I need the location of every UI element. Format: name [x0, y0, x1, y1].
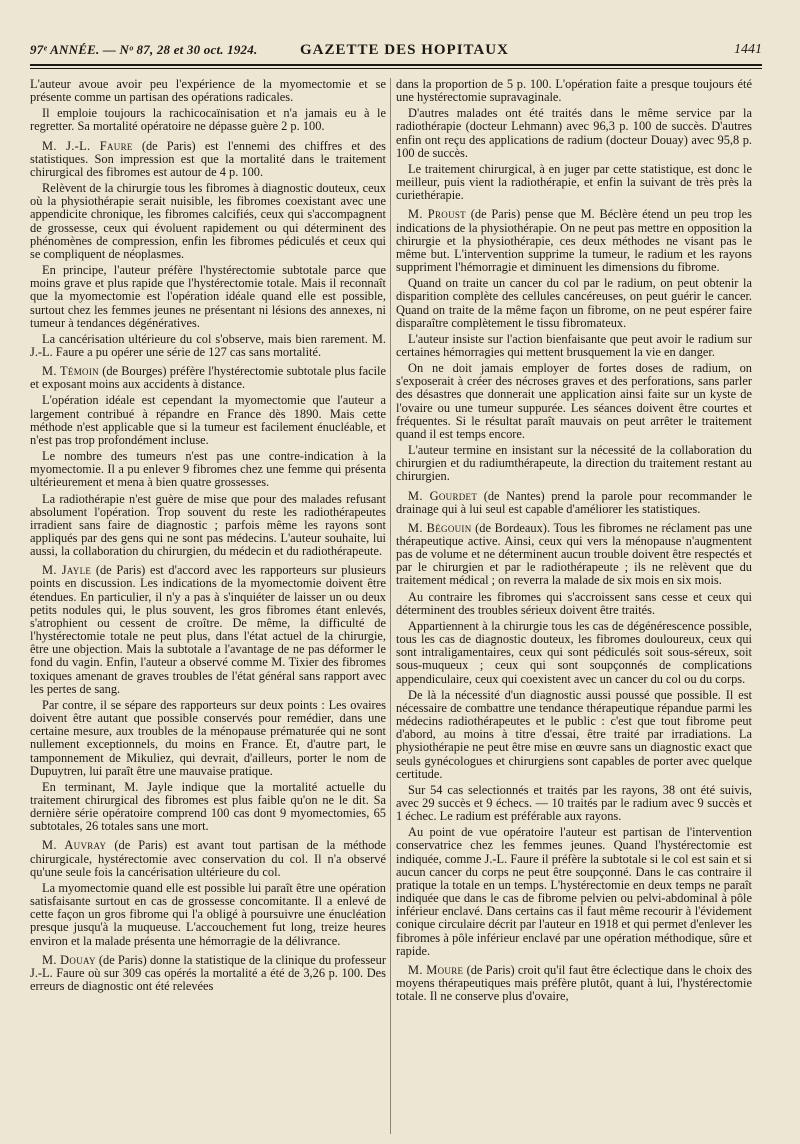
- paragraph-text: Quand on traite un cancer du col par le radium, on peut obtenir la disparition complète des cellules cancéreuses, on peut guérir le cancer. Quand on traite de la même façon un fibrome, on ne peut espérer faire disparaître complètement le tissu fibromateux.: [396, 276, 752, 330]
- paragraph: [396, 362, 752, 441]
- paragraph-text: (de Paris) est d'accord avec les rapporteurs sur plusieurs points en discussion. Les indications de la myomectomie doivent être étendues. En particulier, il n'y a pas à s'inquiéter de laisser un ou deux petits nodules qui, le plus souvent, les gros fibromes étant enlevés, s'atrophient ou cessent de croître. De même, la difficulté de l'hystérectomie totale ne peut plus, dans l'état actuel de la chirurgie, être une objection. Mais la subtotale a l'avantage de ne pas déformer le fond du vagin. Enfin, l'auteur a observé comme M. Tixier des fibromes toxiques amenant de graves troubles de l'état général sans rapport avec les pertes de sang.: [30, 563, 386, 696]
- paragraph-text: Sur 54 cas selectionnés et traités par les rayons, 38 ont été suivis, avec 29 succès et 9 échecs. — 10 traités par le radium avec 9 succès et 1 échec. Le radium est préférable aux rayons.: [396, 782, 752, 824]
- speaker-name: M. Proust: [408, 207, 466, 222]
- paragraph: [30, 839, 386, 878]
- speaker-name: M. Gourdet: [408, 488, 478, 503]
- paragraph: [30, 394, 386, 447]
- paragraph-text: On ne doit jamais employer de fortes doses de radium, on s'exposerait à créer des nécroses graves et des perforations, sans parler des désastres que donnerait une application ainsi faite sur un kyste de l'ovaire ou une tumeur suppurée. Les séances doivent être courtes et fréquentes. Si le résultat paraît mauvais on peut arrêter le traitement quand il est temps encore.: [396, 361, 752, 441]
- paragraph-text: D'autres malades ont été traités dans le même service par la radiothérapie (docteur Lehmann) avec 96,3 p. 100 de succès. D'autres enfin ont reçu des applications de radium (docteur Douay) avec 95,8 p. 100 de succès.: [396, 106, 752, 160]
- speaker-name: M. J.-L. Faure: [42, 138, 133, 153]
- issue-line: 97ᵉ ANNÉE. — Nᵒ 87, 28 et 30 oct. 1924.: [30, 42, 258, 57]
- right-column: [396, 78, 752, 1136]
- paragraph: [396, 689, 752, 781]
- paragraph-text: Au contraire les fibromes qui s'accroissent sans cesse et ceux qui déterminent des troubles sérieux doivent être traités.: [396, 589, 752, 617]
- paragraph-text: Par contre, il se sépare des rapporteurs sur deux points : Les ovaires doivent être autant que possible conservés pour remédier, dans une certaine mesure, aux troubles de la ménopause prématurée qui ne sont nullement exceptionnels, du moins en France. Et, d'autre part, le tamponnement de Mikuliez, qui devrait, d'ailleurs, porter le nom de Dupuytren, lui paraît être une mauvaise pratique.: [30, 697, 386, 778]
- paragraph: [396, 333, 752, 359]
- paragraph-text: Relèvent de la chirurgie tous les fibromes à diagnostic douteux, ceux où la physiothérapie serait nuisible, les fibromes coexistant avec une appendicite chronique, les fibromes calcifiés, ceux qui s'accompagnent de grossesse, ceux qui évoluent rapidement ou qui déterminent des phénomènes de compression, enfin les fibromes pédiculés et ceux qui se compliquent de néoplasmes.: [30, 181, 386, 261]
- header-rule-thin: [30, 68, 762, 69]
- paragraph: [396, 208, 752, 274]
- paragraph-text: (de Bordeaux). Tous les fibromes ne réclament pas une thérapeutique active. Ainsi, ceux qui vers la ménopause n'augmentent pas de volume et ne déterminent aucun trouble doivent être respectés et par le chirurgien et par le radiothérapeute ; ils ne relèvent que du traitement médical ; on reverra la malade de six mois en six mois.: [396, 520, 752, 588]
- paragraph: [30, 564, 386, 696]
- paragraph: [30, 78, 386, 104]
- paragraph-text: En principe, l'auteur préfère l'hystérectomie subtotale parce que moins grave et plus rapide que l'hystérectomie totale. Mais il reconnaît que la myomectomie est l'opération idéale quand elle est possible, surtout chez les femmes jeunes ne présentant ni lésions des annexes, ni tumeur à tendances dégénératives.: [30, 263, 386, 330]
- paragraph: [396, 490, 752, 516]
- paragraph-text: La myomectomie quand elle est possible lui paraît être une opération satisfaisante surtout en cas de grossesse concomitante. Il a enlevé de cette façon un gros fibrome qui l'a obligé à poursuivre une énucléation presque jusqu'à la muqueuse. L'accouchement fut long, treize heures environ et la malade présenta une hémorragie de la délivrance.: [30, 880, 386, 948]
- paragraph-text: L'opération idéale est cependant la myomectomie que l'auteur a largement contribué à répandre en France dès 1890. Mais cette méthode n'est applicable que si la tumeur est facilement énucléable, et n'est pas trop profondément incluse.: [30, 393, 386, 447]
- paragraph: [30, 493, 386, 559]
- speaker-name: M. Moure: [408, 962, 464, 977]
- paragraph-text: L'auteur termine en insistant sur la nécessité de la collaboration du chirurgien et du radiumthérapeute, la direction du traitement restant au chirurgien.: [396, 443, 752, 484]
- paragraph: [30, 450, 386, 489]
- paragraph: [396, 277, 752, 330]
- paragraph-text: L'auteur insiste sur l'action bienfaisante que peut avoir le radium sur certaines hémorragies qui mettent brusquement la vie en danger.: [396, 331, 752, 359]
- paragraph: [396, 591, 752, 617]
- paragraph-text: (de Paris) est l'ennemi des chiffres et des statistiques. Son impression est que la mortalité dans le traitement chirurgical des fibromes est autour de 4 p. 100.: [30, 138, 386, 179]
- paragraph-text: dans la proportion de 5 p. 100. L'opération faite a presque toujours été une hystérectomie supravaginale.: [396, 78, 752, 105]
- column-divider: [390, 78, 391, 1134]
- paragraph: [30, 365, 386, 391]
- paragraph-text: (de Bourges) préfère l'hystérectomie subtotale plus facile et exposant moins aux accidents à distance.: [30, 364, 386, 392]
- paragraph: [396, 522, 752, 588]
- paragraph-text: De là la nécessité d'un diagnostic aussi poussé que possible. Il est nécessaire de combattre une tendance thérapeutique répandue parmi les médecins radiothérapeutes et le public : c'est que tout fibrome peut d'abord, au moins à titre d'essai, être traité par irradiations. La physiothérapie ne peut être mise en œuvre sans un diagnostic exact que seuls gynécologues et chirurgiens sont capables de porter avec quelque certitude.: [396, 687, 752, 781]
- paragraph: [396, 163, 752, 202]
- paragraph: [30, 781, 386, 834]
- speaker-name: M. Douay: [42, 952, 96, 967]
- paragraph: [396, 107, 752, 160]
- paragraph: [30, 264, 386, 330]
- journal-title: GAZETTE DES HOPITAUX: [300, 42, 509, 58]
- paragraph: [30, 699, 386, 778]
- paragraph: [30, 882, 386, 948]
- paragraph: [30, 182, 386, 261]
- paragraph-text: (de Paris) donne la statistique de la clinique du professeur J.-L. Faure où sur 309 cas opérés la mortalité a été de 3,26 p. 100. Des erreurs de diagnostic ont été relevées: [30, 952, 386, 993]
- paragraph-text: La radiothérapie n'est guère de mise que pour des malades refusant absolument l'opération. Trop souvent du reste les radiothérapeutes irradient sans faire de diagnostic ; parfois même les rayons sont appliqués par des gens qui ne sont pas médecins. L'auteur souhaite, lui aussi, la collaboration du chirurgien, du médecin et du radiothérapeute.: [30, 491, 386, 559]
- paragraph-text: (de Paris) est avant tout partisan de la méthode chirurgicale, hystérectomie avec conservation du col. Il n'a observé qu'une seule fois la cancérisation ultérieure du col.: [30, 838, 386, 879]
- paragraph-text: En terminant, M. Jayle indique que la mortalité actuelle du traitement chirurgical des fibromes est plus faible qu'on ne le dit. Sa dernière série opératoire comprend 100 cas dont 9 myomectomies, 65 subtotales, 26 totales sans une mort.: [30, 779, 386, 834]
- paragraph-text: (de Nantes) prend la parole pour recommander le drainage qui à lui seul est capable d'améliorer les statistiques.: [396, 488, 752, 516]
- paragraph: [396, 444, 752, 483]
- paragraph: [30, 107, 386, 133]
- paragraph-text: L'auteur avoue avoir peu l'expérience de la myomectomie et se présente comme un partisan des opérations radicales.: [30, 78, 386, 105]
- header-rule: [30, 64, 762, 66]
- paragraph-text: Au point de vue opératoire l'auteur est partisan de l'intervention conservatrice chez les femmes jeunes. Quand l'hystérectomie est indiquée, comme J.-L. Faure il préfère la subtotale si le col est sain et si aucun cancer du corps ne peut être soupçonné. Dans le cas contraire il pratique la totale en un temps. L'hystérectomie en deux temps ne paraît indiquée que dans le cas de fibrome pelvien ou pelvi-abdominal à pôle inférieur enclavé. Dans certains cas il faut même recourir à l'évidement conique circulaire décrit par l'auteur en 1918 et qui permet d'enlever les fibromes à pôle inférieur enclavé par une opération méthodique, sûre et rapide.: [396, 825, 752, 958]
- speaker-name: M. Bégouin: [408, 520, 472, 535]
- paragraph-text: Il emploie toujours la rachicocaïnisation et n'a jamais eu à le regretter. Sa mortalité opératoire ne dépasse guère 2 p. 100.: [30, 106, 386, 134]
- paragraph: [396, 620, 752, 686]
- paragraph: [396, 784, 752, 823]
- speaker-name: M. Jayle: [42, 563, 92, 578]
- speaker-name: M. Auvray: [42, 838, 107, 853]
- paragraph-text: La cancérisation ultérieure du col s'observe, mais bien rarement. M. J.-L. Faure a pu opérer une série de 127 cas sans mortalité.: [30, 331, 386, 359]
- paragraph: [30, 140, 386, 179]
- paragraph-text: (de Paris) pense que M. Béclère étend un peu trop les indications de la physiothérapie. On ne peut pas mettre en opposition la chirurgie et la physiothérapie, ces deux méthodes ne visant pas le même but. L'intervention supprime la tumeur, le radium et les rayons suppriment l'hémorragie et diminuent les dimensions du fibrome.: [396, 207, 752, 275]
- paragraph: [396, 78, 752, 104]
- speaker-name: M. Témoin: [42, 364, 99, 379]
- paragraph-text: Appartiennent à la chirurgie tous les cas de dégénérescence possible, tous les cas de diagnostic douteux, les fibromes douloureux, ceux qui sont intraligamentaires, ceux qui sont pédiculés soit sous-séreux, soit sous-muqueux ; ceux qui sont soupçonnés de complications appendiculaire, ceux qui coexistent avec un cancer du col ou du corps.: [396, 618, 752, 686]
- paragraph: [30, 954, 386, 993]
- paragraph-text: (de Paris) croit qu'il faut être éclectique dans le choix des moyens thérapeutiques mais préfère plutôt, quant à lui, l'hystérectomie totale. Il ne conserve plus d'ovaire,: [396, 962, 752, 1004]
- paragraph-text: Le traitement chirurgical, à en juger par cette statistique, est donc le meilleur, puis vient la radiothérapie, et enfin la suivant de très près la curiethérapie.: [396, 161, 752, 203]
- paragraph: [30, 333, 386, 359]
- paragraph: [396, 826, 752, 958]
- page-number: 1441: [734, 42, 762, 57]
- left-column: [30, 78, 386, 1136]
- paragraph: [396, 964, 752, 1003]
- paragraph-text: Le nombre des tumeurs n'est pas une contre-indication à la myomectomie. Il a pu enlever 9 fibromes chez une femme qui présenta ultérieurement et mena à bien quatre grossesses.: [30, 449, 386, 490]
